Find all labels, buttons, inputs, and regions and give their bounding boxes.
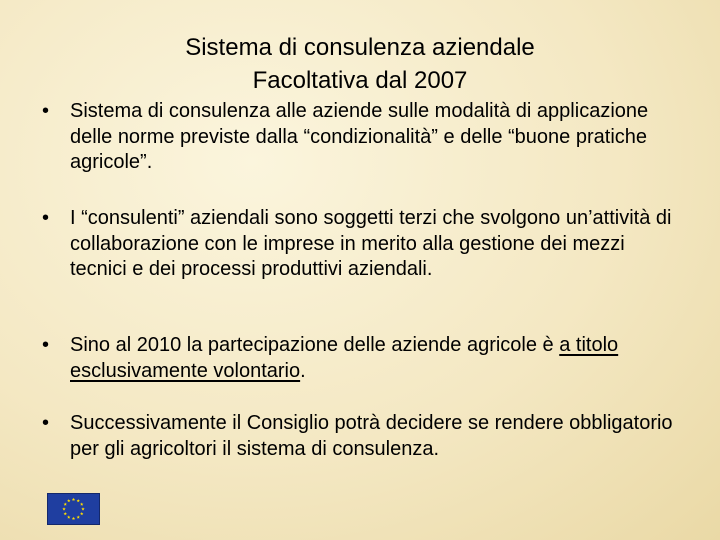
title-line-1: Sistema di consulenza aziendale [185,34,535,61]
bullet-item [44,333,684,384]
flag-star [64,502,67,505]
flag-star [67,499,70,502]
bullet-text-plain: Sino al 2010 la partecipazione delle aziende agricole è [70,334,560,356]
flag-star [77,515,80,518]
bullet-item [44,206,684,283]
flag-star [80,512,83,515]
bullet-marker: • [42,334,50,356]
flag-star [72,498,75,501]
flag-star [72,517,75,520]
underlined-phrase: a titolo esclusivamente volontario [70,334,619,382]
bullet-item [44,411,684,462]
bullet-marker: • [42,207,50,229]
flag-star [77,499,80,502]
bullet-text [70,333,684,384]
bullet-text: Sistema di consulenza alle aziende sulle modalità di applicazione delle norme previste dalla “condizionalità” e delle “buone pratiche agricole”. [70,100,649,173]
bullet-marker: • [42,412,50,434]
flag-star [67,515,70,518]
slide-title [0,31,720,97]
bullet-text-end: . [300,359,306,382]
flag-star [80,502,83,505]
flag-star [64,512,67,515]
bullet-item [44,99,684,176]
bullet-text: Successivamente il Consiglio potrà decidere se rendere obbligatorio per gli agricoltori il sistema di consulenza. [70,412,673,460]
bullet-marker: • [42,100,50,122]
title-line-2: Facoltativa dal 2007 [252,67,468,94]
flag-star [62,507,65,510]
bullet-text: I “consulenti” aziendali sono soggetti terzi che svolgono un’attività di collaborazione con le imprese in merito alla gestione dei mezzi tecnici e dei processi produttivi aziendali. [70,207,672,280]
eu-flag-icon [47,493,100,525]
flag-star [81,507,84,510]
